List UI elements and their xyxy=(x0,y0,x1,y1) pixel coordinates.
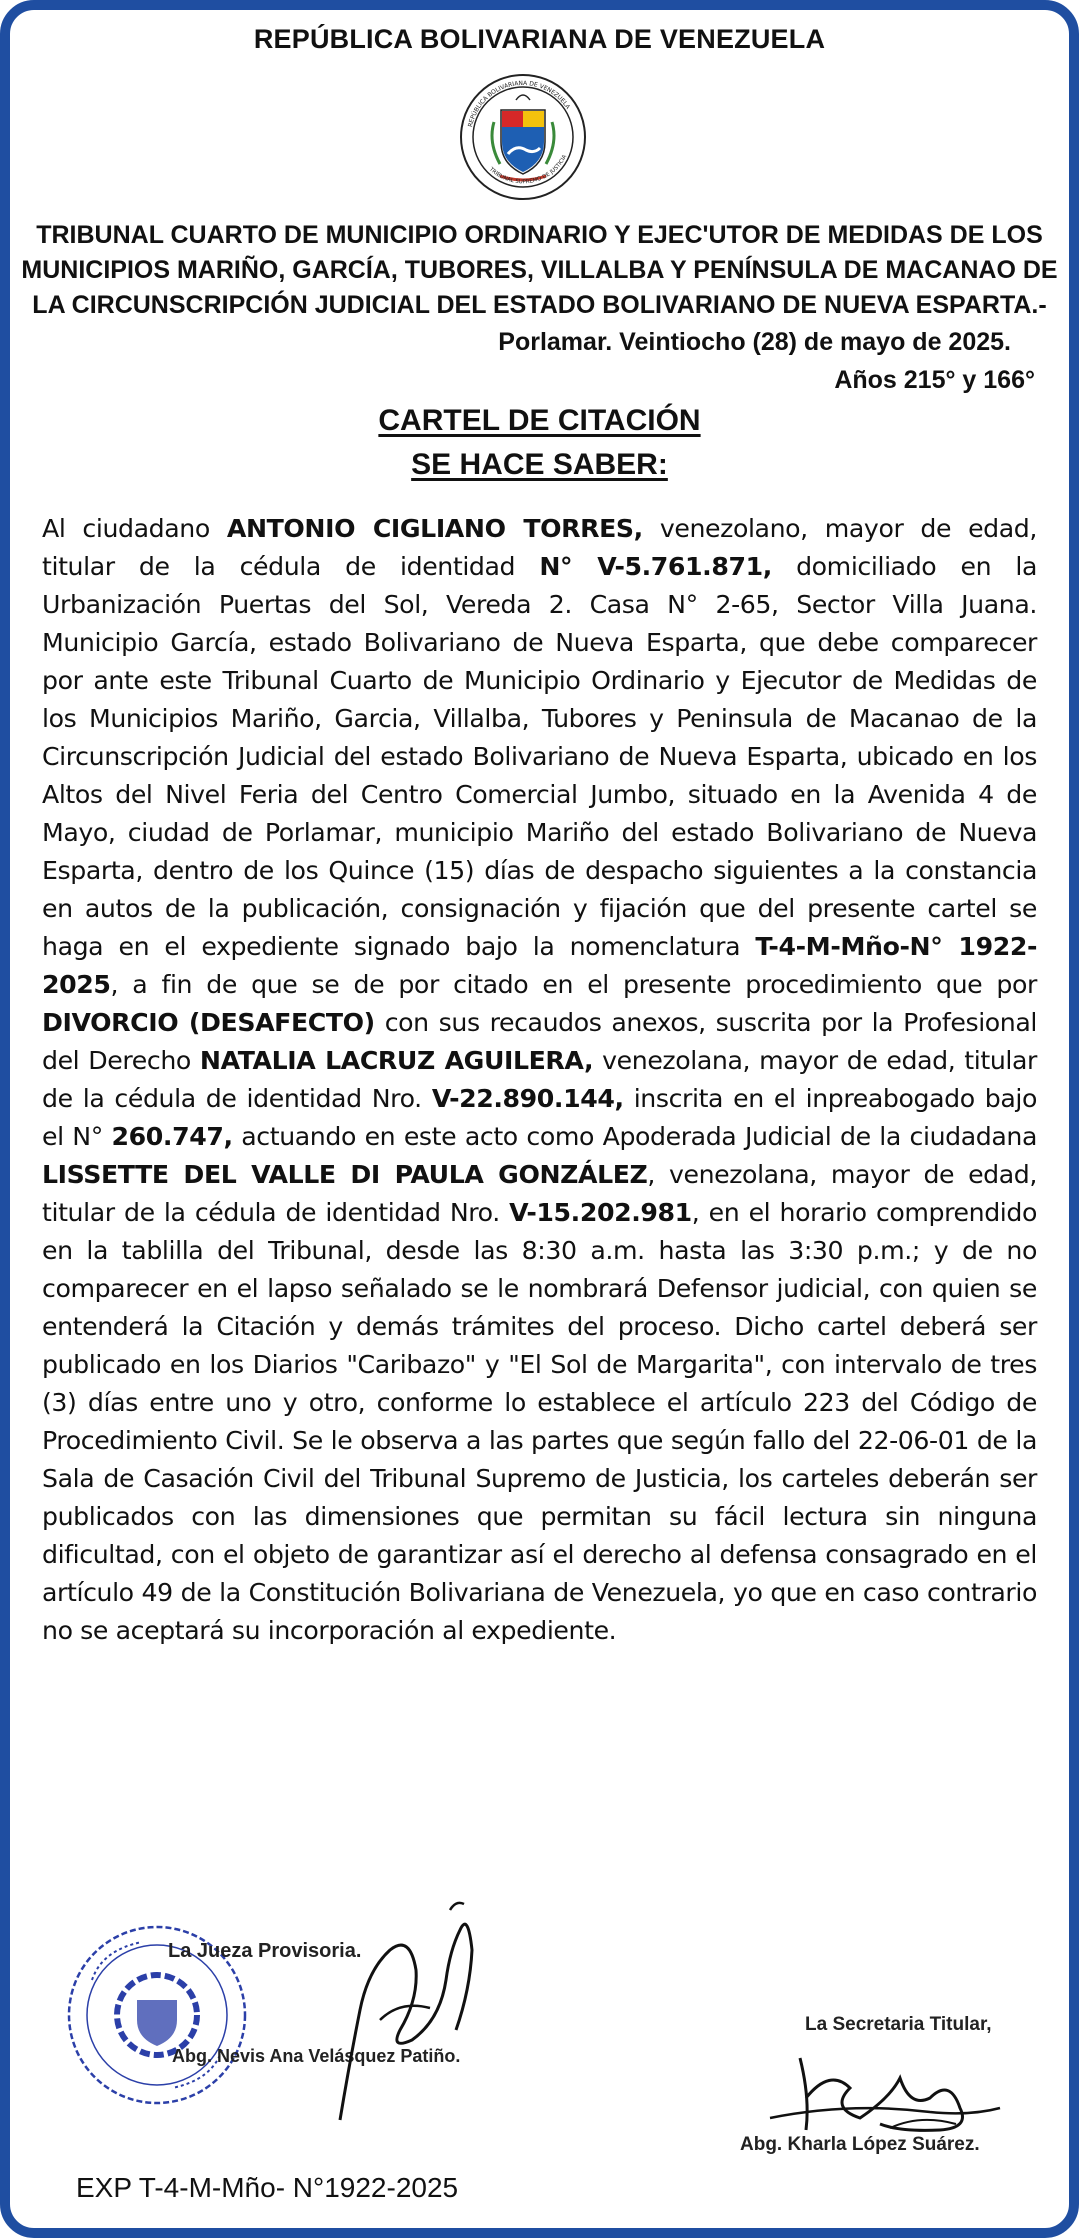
notice-body xyxy=(42,510,1037,1650)
defendant-id: N° V-5.761.871, xyxy=(539,552,772,581)
body-text: domiciliado en la Urbanización Puertas del Sol, Vereda 2. Casa N° 2-65, Sector Villa Juana. Municipio García, estado Bolivariano de Nueva Esparta, que debe comparecer por ante este Tribunal Cuarto de Municipio Ordinario y Ejecutor de Medidas de los Municipios Mariño, Garcia, Villalba, Tubores y Peninsula de Macanao de la Circunscripción Judicial del estado Bolivariano de Nueva Esparta, ubicado en los Altos del Nivel Feria del Centro Comercial Jumbo, situado en la Avenida 4 de Mayo, ciudad de Porlamar, municipio Mariño del estado Bolivariano de Nueva Esparta, dentro de los Quince (15) días de despacho siguientes a la constancia en autos de la publicación, consignación y fijación que del presente cartel se haga en el expediente signado bajo la nomenclatura xyxy=(42,552,1037,961)
notice-subtitle: SE HACE SABER: xyxy=(411,448,668,481)
body-text: venezolana, mayor de edad, titular de la cédula de identidad Nro. xyxy=(42,1046,1038,1113)
independence-years: Años 215° y 166° xyxy=(834,366,1035,394)
body-text: , en el horario comprendido en la tablilla del Tribunal, desde las 8:30 a.m. hasta las 3:30 p.m.; y de no comparecer en el lapso señalado se le nombrará Defensor judicial, con quien se entenderá la Citación y demás trámites del proceso. Dicho cartel deberá ser publicado en los Diarios "Caribazo" y "El Sol de Margarita", con intervalo de tres (3) días entre uno y otro, conforme lo establece el artículo 223 del Código de Procedimiento Civil. Se le observa a las partes que según fallo del 22-06-01 de la Sala de Casación Civil del Tribunal Supremo de Justicia, los carteles deberán ser publicados con las dimensiones que permitan su fácil lectura sin ninguna dificultad, con el objeto de garantizar así el derecho al defensa consagrado en el artículo 49 de la Constitución Bolivariana de Venezuela, yo que en caso contrario no se aceptará su incorporación al expediente. xyxy=(42,1198,1037,1645)
attorney-name: NATALIA LACRUZ AGUILERA, xyxy=(199,1046,594,1075)
svg-text:TRIBUNAL SUPREMO DE JUSTICIA: TRIBUNAL SUPREMO DE JUSTICIA xyxy=(487,154,569,186)
plaintiff-id: V-15.202.981 xyxy=(509,1198,692,1227)
republic-header: REPÚBLICA BOLIVARIANA DE VENEZUELA xyxy=(253,24,826,54)
body-text: inscrita en el inpreabogado bajo el N° xyxy=(42,1084,1037,1151)
case-type: DIVORCIO (DESAFECTO) xyxy=(42,1008,375,1037)
body-text: actuando en este acto como Apoderada Judicial de la ciudadana xyxy=(232,1122,1037,1151)
body-text: Al ciudadano xyxy=(42,514,227,543)
body-text: , a fin de que se de por citado en el presente procedimiento que por xyxy=(110,970,1037,999)
secretary-role: La Secretaria Titular, xyxy=(805,2014,992,2035)
court-name-line-2: MUNICIPIOS MARIÑO, GARCÍA, TUBORES, VILLALBA Y PENÍNSULA DE MACANAO DE xyxy=(21,256,1058,284)
notice-title: CARTEL DE CITACIÓN xyxy=(378,404,701,437)
court-name-line-3: LA CIRCUNSCRIPCIÓN JUDICIAL DEL ESTADO BOLIVARIANO DE NUEVA ESPARTA.- xyxy=(32,291,1047,319)
body-text: , venezolana, mayor de edad, titular de la cédula de identidad Nro. xyxy=(42,1160,1037,1227)
case-number: T-4-M-Mño-N° 1922-2025 xyxy=(42,932,1037,999)
judge-role: La Jueza Provisoria. xyxy=(168,1940,362,1962)
inpreabogado-number: 260.747, xyxy=(111,1122,233,1151)
case-file-number: EXP T-4-M-Mño- N°1922-2025 xyxy=(76,2172,459,2203)
body-text: con sus recaudos anexos, suscrita por la Profesional del Derecho xyxy=(42,1008,1038,1075)
plaintiff-name: LISSETTE DEL VALLE DI PAULA GONZÁLEZ xyxy=(42,1160,648,1189)
attorney-id: V-22.890.144, xyxy=(431,1084,624,1113)
judge-signature-icon xyxy=(320,1890,490,2130)
issue-date: Porlamar. Veintiocho (28) de mayo de 2025. xyxy=(498,328,1011,356)
secretary-name: Abg. Kharla López Suárez. xyxy=(740,2134,980,2155)
body-text: venezolano, mayor de edad, titular de la cédula de identidad xyxy=(42,514,1038,581)
defendant-name: ANTONIO CIGLIANO TORRES, xyxy=(226,514,643,543)
secretary-signature-icon xyxy=(760,2038,1010,2148)
court-name-line-1: TRIBUNAL CUARTO DE MUNICIPIO ORDINARIO Y EJEC'UTOR DE MEDIDAS DE LOS xyxy=(36,221,1043,249)
court-name xyxy=(20,218,1059,323)
judge-name: Abg. Nevis Ana Velásquez Patiño. xyxy=(172,2046,461,2066)
svg-text:REPÚBLICA BOLIVARIANA DE VENEZ: REPÚBLICA BOLIVARIANA DE VENEZUELA xyxy=(467,79,572,128)
court-seal-icon xyxy=(456,72,590,202)
